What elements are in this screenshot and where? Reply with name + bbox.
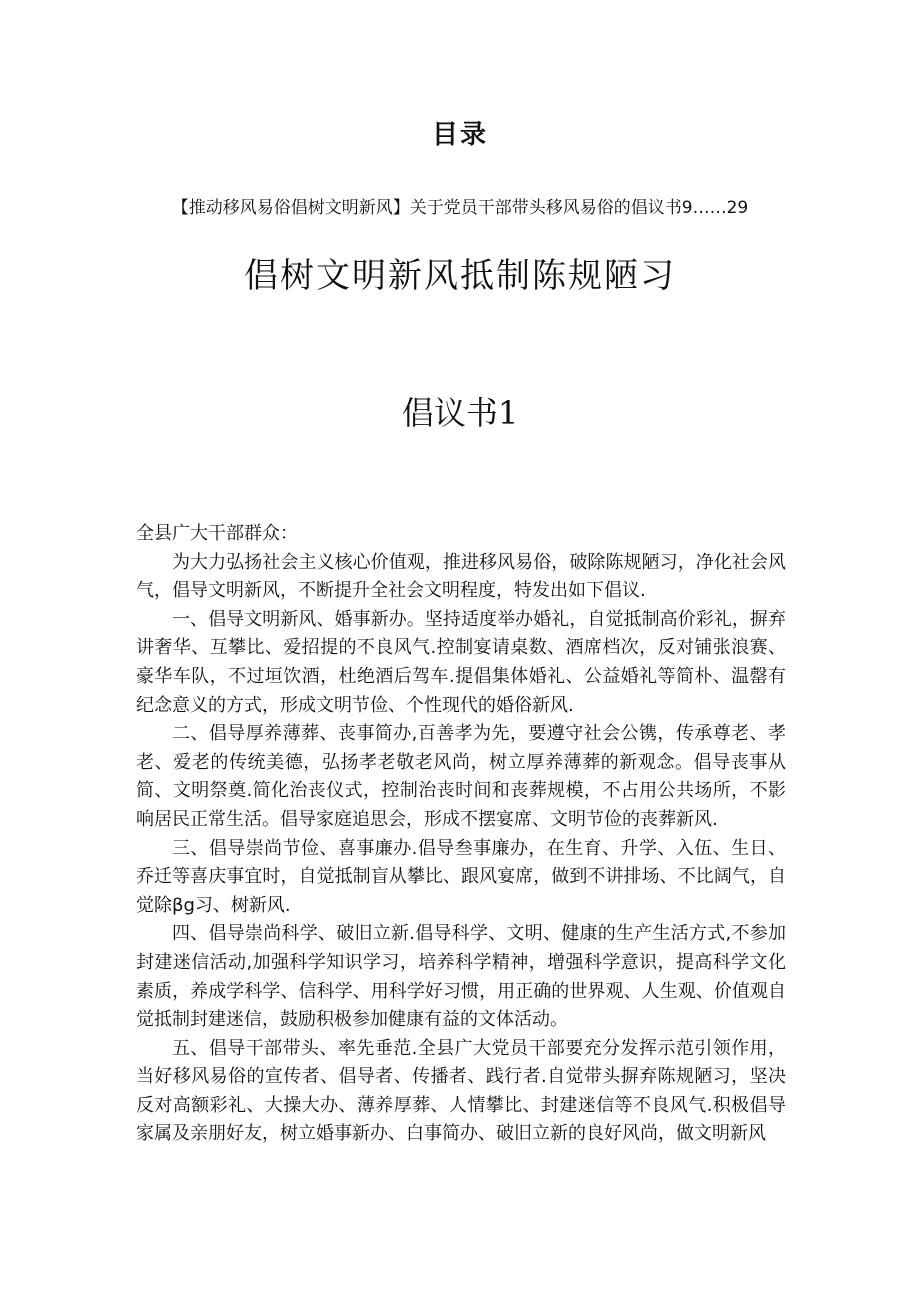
main-title: 倡树文明新风抵制陈规陋习 <box>244 256 676 296</box>
paragraph-5: 五、倡导干部带头、率先垂范.全县广大党员干部要充分发挥示范引领作用，当好移风易俗的宣传者、倡导者、传播者、践行者.自觉带头摒弃陈规陋习，坚决反对高额彩礼、大操大办、薄养厚葬、人情攀比、封建迷信等不良风气.积极倡导家属及亲朋好友，树立婚事新办、白事简办、破旧立新的良好风尚，做文明新风 <box>136 1037 786 1145</box>
paragraph-4: 四、倡导崇尚科学、破旧立新.倡导科学、文明、健康的生产生活方式,不参加封建迷信活动,加强科学知识学习，培养科学精神，增强科学意识，提高科学文化素质，养成学科学、信科学、用科学好习惯，用正确的世界观、人生观、价值观自觉抵制封建迷信，鼓励积极参加健康有益的文体活动。 <box>136 923 786 1031</box>
paragraph-2: 二、倡导厚养薄葬、丧事简办,百善孝为先，要遵守社会公镌，传承尊老、孝老、爱老的传统美德，弘扬孝老敬老风尚，树立厚养薄葬的新观念。倡导丧事从简、文明祭奠.简化治丧仪式，控制治丧时间和丧葬规模，不占用公共场所，不影响居民正常生活。倡导家庭追思会，形成不摆宴席、文明节俭的丧葬新风. <box>136 723 786 830</box>
paragraph-intro: 为大力弘扬社会主义核心价值观，推进移风易俗，破除陈规陋习，净化社会风气，倡导文明新风，不断提升全社会文明程度，特发出如下倡议. <box>136 551 786 602</box>
salutation: 全县广大干部群众： <box>136 523 298 544</box>
sub-title: 倡议书1 <box>401 394 519 432</box>
document-body <box>136 520 786 1149</box>
toc-title: 目录 <box>431 120 488 150</box>
paragraph-3: 三、倡导崇尚节俭、喜事廉办.倡导叁事廉办，在生育、升学、入伍、生日、乔迁等喜庆事宜时，自觉抵制盲从攀比、跟风宴席，做到不讲排场、不比阔气，自觉除βg习、树新风. <box>136 837 786 916</box>
paragraph-1: 一、倡导文明新风、婚事新办。坚持适度举办婚礼，自觉抵制高价彩礼，摒弃讲奢华、互攀比、爱招提的不良风气.控制宴请桌数、酒席档次，反对铺张浪赛、豪华车队，不过垣饮酒，杜绝酒后驾车.提倡集体婚礼、公益婚礼等简朴、温罄有纪念意义的方式，形成文明节俭、个性现代的婚俗新风. <box>136 608 786 716</box>
toc-entry[interactable]: 【推动移风易俗倡树文明新风】关于党员干部带头移风易俗的倡议书9……29 <box>171 198 749 218</box>
